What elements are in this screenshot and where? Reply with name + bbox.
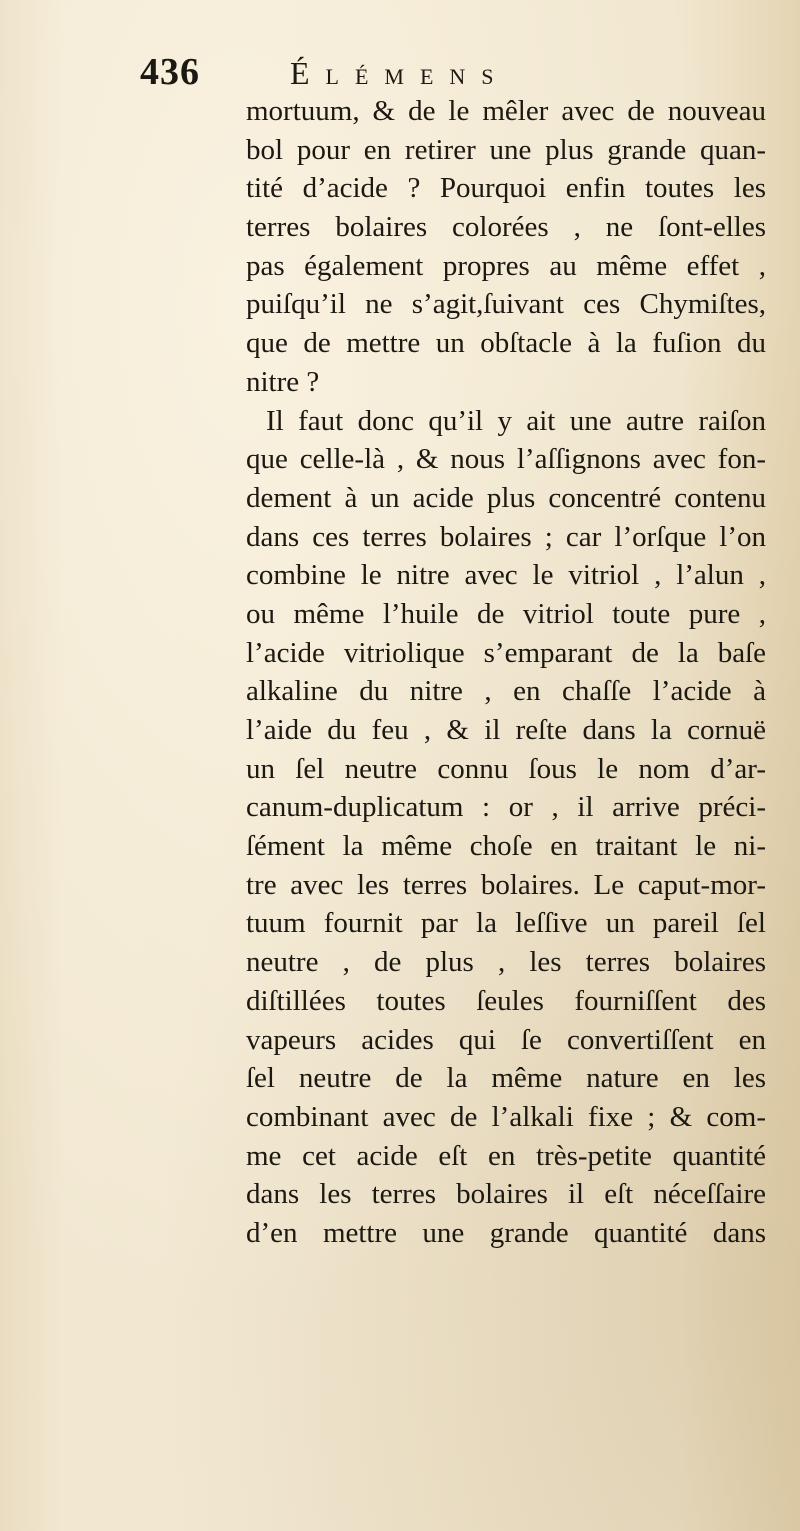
text-line: ſel neutre de la même nature en les: [246, 1062, 766, 1095]
text-line: combine le nitre avec le vitriol , l’alun ,: [246, 559, 766, 592]
text-line: neutre , de plus , les terres bolaires: [246, 946, 766, 979]
text-line: dans ces terres bolaires ; car l’orſque l’on: [246, 520, 766, 553]
text-line: ſément la même choſe en traitant le ni-: [246, 830, 766, 863]
text-line: mortuum, & de le mêler avec de nouveau: [246, 95, 766, 127]
text-line: tre avec les terres bolaires. Le caput-mor-: [246, 868, 766, 901]
running-title: Élémens: [290, 55, 510, 91]
text-line: ou même l’huile de vitriol toute pure ,: [246, 597, 766, 630]
text-line: alkaline du nitre , en chaſſe l’acide à: [246, 675, 766, 708]
text-line: dement à un acide plus concentré contenu: [246, 481, 766, 514]
text-line: l’aide du feu , & il reſte dans la cornuë: [246, 714, 766, 746]
text-line: dans les terres bolaires il eſt néceſſaire: [246, 1178, 766, 1211]
text-line: bol pour en retirer une plus grande quan-: [246, 133, 766, 166]
text-line: terres bolaires colorées , ne ſont-elles: [246, 211, 766, 244]
text-line: que celle-là , & nous l’aſſignons avec fon-: [246, 443, 766, 476]
text-line: combinant avec de l’alkali fixe ; & com-: [246, 1100, 766, 1133]
text-line: puiſqu’il ne s’agit,ſuivant ces Chymiſtes,: [246, 288, 766, 321]
text-line: que de mettre un obſtacle à la fuſion du: [246, 327, 766, 360]
text-line: vapeurs acides qui ſe convertiſſent en: [246, 1023, 766, 1056]
text-line: pas également propres au même effet ,: [246, 249, 766, 282]
text-body: [246, 92, 766, 1253]
text-line: tuum fournit par la leſſive un pareil ſel: [246, 907, 766, 940]
page-header: [140, 50, 660, 96]
text-line: tité d’acide ? Pourquoi enfin toutes les: [246, 172, 766, 205]
text-line: nitre ?: [246, 365, 320, 398]
text-line: l’acide vitriolique s’emparant de la baſe: [246, 636, 766, 669]
page-number: 436: [140, 51, 200, 93]
text-line: Il faut donc qu’il y ait une autre raiſon: [266, 404, 766, 437]
text-line: un ſel neutre connu ſous le nom d’ar-: [246, 752, 766, 785]
text-line: d’en mettre une grande quantité dans: [246, 1216, 766, 1249]
text-line: diſtillées toutes ſeules fourniſſent des: [246, 984, 766, 1017]
text-line: me cet acide eſt en très-petite quantité: [246, 1139, 766, 1172]
text-line: canum-duplicatum : or , il arrive préci-: [246, 791, 766, 824]
